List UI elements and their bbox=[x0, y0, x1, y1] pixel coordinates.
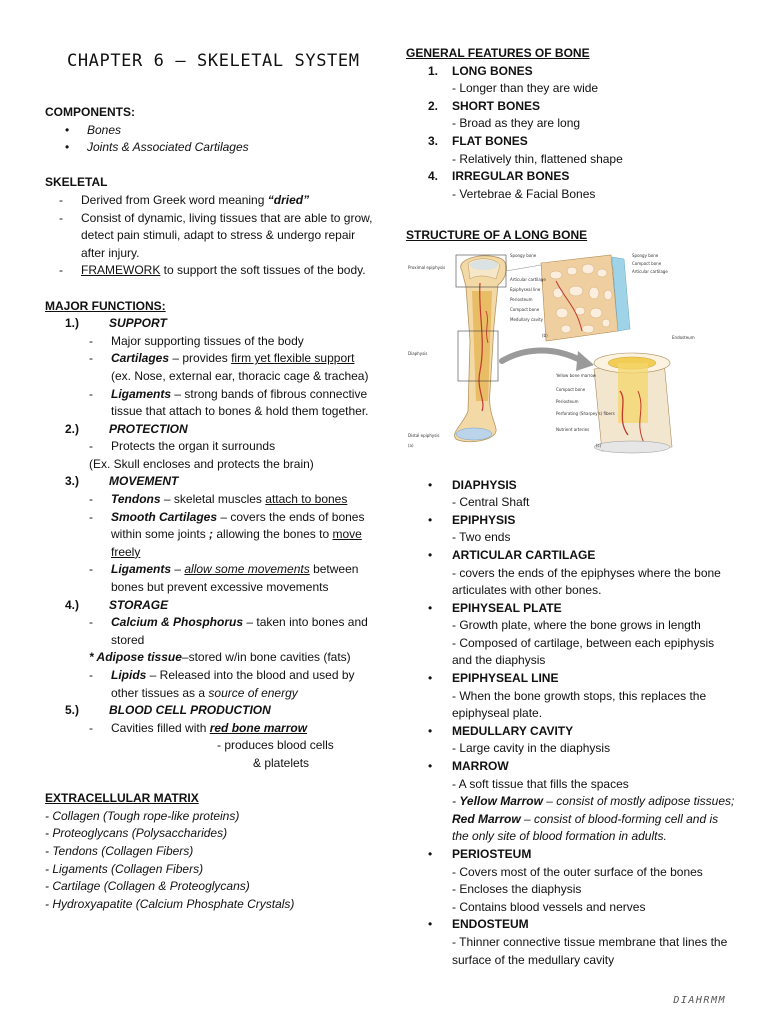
label-periosteum: Periosteum bbox=[510, 296, 533, 302]
list-item: - Derived from Greek word meaning “dried” bbox=[59, 192, 310, 207]
label-epiline: Epiphyseal line bbox=[510, 286, 541, 292]
label-compact3: Compact bone bbox=[556, 386, 586, 392]
right-column bbox=[406, 45, 736, 969]
list-item: - Central Shaft bbox=[452, 495, 530, 510]
components-heading: COMPONENTS: bbox=[45, 105, 135, 119]
function-support: 1.) SUPPORT bbox=[65, 316, 167, 331]
list-item: - Relatively thin, flattened shape bbox=[452, 151, 623, 166]
list-item: - Ligaments – allow some movements between bones but prevent excessive movements bbox=[89, 562, 359, 595]
list-item: - Cavities filled with red bone marrow bbox=[89, 720, 308, 735]
list-item: * Adipose tissue–stored w/in bone cavities (fats) bbox=[89, 650, 351, 665]
long-bone-figure bbox=[406, 251, 695, 451]
list-item: • Joints & Associated Cartilages bbox=[65, 140, 249, 155]
label-compact2: Compact bone bbox=[632, 260, 662, 266]
left-column bbox=[45, 48, 375, 913]
list-item: - Vertebrae & Facial Bones bbox=[452, 186, 596, 201]
list-item: 1. LONG BONES bbox=[428, 63, 533, 78]
list-item: - produces blood cells bbox=[217, 738, 334, 753]
list-item: - Large cavity in the diaphysis bbox=[452, 741, 611, 756]
function-protection: 2.) PROTECTION bbox=[65, 421, 188, 436]
list-item: - Hydroxyapatite (Calcium Phosphate Crystals) bbox=[45, 896, 295, 911]
list-item: 4. IRREGULAR BONES bbox=[428, 169, 570, 184]
list-item: - Major supporting tissues of the body bbox=[89, 333, 304, 348]
list-item: - Two ends bbox=[452, 530, 511, 545]
term-marrow: • MARROW bbox=[428, 759, 509, 774]
label-articular2: Articular cartilage bbox=[632, 268, 668, 274]
list-item: - Tendons – skeletal muscles attach to bones bbox=[89, 492, 348, 507]
list-item: - Ligaments (Collagen Fibers) bbox=[45, 861, 204, 876]
label-a: (a) bbox=[408, 442, 414, 448]
term-epiphyseal-plate: • EPIHYSEAL PLATE bbox=[428, 600, 562, 615]
marrow-detail: - Yellow Marrow – consist of mostly adipose tissues; Red Marrow – consist of blood-forming cell and is the only site of blood formation in adults. bbox=[452, 794, 735, 844]
label-compact: Compact bone bbox=[510, 306, 540, 312]
list-item: & platelets bbox=[253, 755, 310, 770]
list-item: - Cartilages – provides firm yet flexible support (ex. Nose, external ear, thoracic cage & trachea) bbox=[89, 351, 369, 383]
function-movement: 3.) MOVEMENT bbox=[65, 474, 179, 489]
structure-heading: STRUCTURE OF A LONG BONE bbox=[406, 228, 588, 243]
label-b: (b) bbox=[542, 332, 548, 338]
label-proximal: Proximal epiphysis bbox=[408, 264, 446, 270]
list-item: - Cartilage (Collagen & Proteoglycans) bbox=[45, 879, 250, 894]
function-blood-cell-production: 5.) BLOOD CELL PRODUCTION bbox=[65, 703, 271, 718]
label-medullary: Medullary cavity bbox=[510, 316, 544, 322]
term-epiphysis: • EPIPHYSIS bbox=[428, 512, 516, 527]
list-item: - Covers most of the outer surface of the bones bbox=[452, 864, 703, 879]
page-title: CHAPTER 6 – SKELETAL SYSTEM bbox=[67, 51, 360, 71]
term-medullary-cavity: • MEDULLARY CAVITY bbox=[428, 723, 574, 738]
list-item: - Protects the organ it surrounds bbox=[89, 439, 276, 454]
label-perforating: Perforating (Sharpey's) fibers bbox=[556, 410, 615, 416]
list-item: • Bones bbox=[65, 122, 122, 137]
list-item: - Consist of dynamic, living tissues that are able to grow, detect pain stimuli, adapt to stress & undergo repair after injury. bbox=[59, 210, 373, 260]
signature: DIAHRMM bbox=[673, 995, 726, 1007]
general-features-heading: GENERAL FEATURES OF BONE bbox=[406, 46, 590, 60]
label-c: (c) bbox=[596, 442, 602, 448]
list-item: - Broad as they are long bbox=[452, 116, 581, 131]
list-item: - When the bone growth stops, this replaces the epiphyseal plate. bbox=[452, 688, 707, 721]
compact-bone-detail bbox=[594, 353, 672, 453]
list-item: 2. SHORT BONES bbox=[428, 98, 541, 113]
label-yellow: Yellow bone marrow bbox=[556, 372, 597, 378]
list-item: - FRAMEWORK to support the soft tissues of the body. bbox=[59, 263, 366, 278]
list-item: - Calcium & Phosphorus – taken into bones and stored bbox=[89, 615, 368, 647]
label-nutrient: Nutrient arteries bbox=[556, 426, 590, 432]
label-endosteum: Endosteum bbox=[672, 334, 695, 340]
label-periosteum2: Periosteum bbox=[556, 398, 579, 404]
list-item: - Contains blood vessels and nerves bbox=[452, 899, 646, 914]
list-item: - A soft tissue that fills the spaces bbox=[452, 776, 629, 791]
matrix-heading: EXTRACELLULAR MATRIX bbox=[45, 791, 199, 806]
list-item: - covers the ends of the epiphyses where the bone articulates with other bones. bbox=[452, 565, 721, 598]
list-item: - Ligaments – strong bands of fibrous connective tissue that attach to bones & hold them together. bbox=[89, 386, 369, 419]
list-item: - Smooth Cartilages – covers the ends of bones within some joints ; allowing the bones to move freely bbox=[89, 509, 365, 559]
list-item: (Ex. Skull encloses and protects the brain) bbox=[89, 456, 314, 471]
term-endosteum: • ENDOSTEUM bbox=[428, 917, 529, 932]
functions-heading: MAJOR FUNCTIONS: bbox=[45, 298, 166, 313]
list-item: - Longer than they are wide bbox=[452, 81, 599, 96]
term-diaphysis: • DIAPHYSIS bbox=[428, 477, 517, 492]
label-articular: Articular cartilage bbox=[510, 276, 546, 282]
list-item: - Encloses the diaphysis bbox=[452, 882, 582, 897]
list-item: - Collagen (Tough rope-like proteins) bbox=[45, 808, 240, 823]
list-item: - Proteoglycans (Polysaccharides) bbox=[45, 826, 228, 841]
list-item: - Thinner connective tissue membrane that lines the surface of the medullary cavity bbox=[452, 934, 728, 967]
term-epiphyseal-line: • EPIPHYSEAL LINE bbox=[428, 671, 559, 686]
term-periosteum: • PERIOSTEUM bbox=[428, 847, 532, 861]
label-spongy2: Spongy bone bbox=[632, 252, 659, 258]
label-spongy: Spongy bone bbox=[510, 252, 537, 258]
list-item: - Lipids – Released into the blood and used by other tissues as a source of energy bbox=[89, 668, 355, 700]
list-item: 3. FLAT BONES bbox=[428, 133, 528, 148]
label-diaphysis: Diaphysis bbox=[408, 350, 428, 356]
function-storage: 4.) STORAGE bbox=[65, 597, 169, 612]
term-articular-cartilage: • ARTICULAR CARTILAGE bbox=[428, 547, 596, 562]
list-item: - Composed of cartilage, between each epiphysis and the diaphysis bbox=[452, 635, 715, 668]
list-item: - Tendons (Collagen Fibers) bbox=[45, 843, 194, 858]
label-distal: Distal epiphysis bbox=[408, 432, 440, 438]
list-item: - Growth plate, where the bone grows in length bbox=[452, 618, 701, 633]
skeletal-heading: SKELETAL bbox=[45, 175, 108, 190]
